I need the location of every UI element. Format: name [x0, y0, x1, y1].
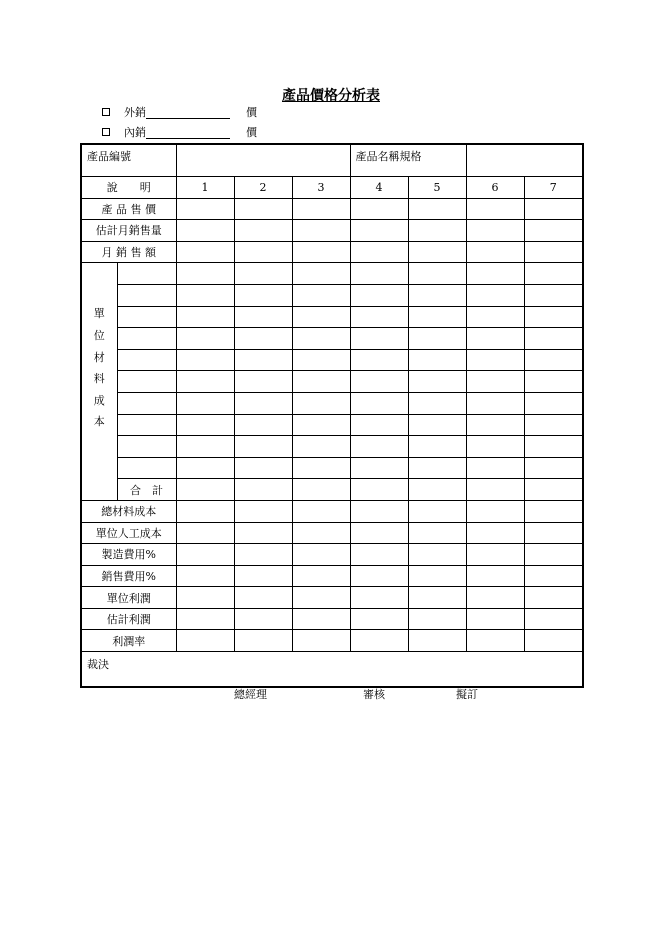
column-header: 2 [234, 177, 292, 199]
header-row [81, 144, 583, 177]
material-name-cell[interactable] [117, 306, 176, 328]
material-row [81, 284, 583, 306]
input-cell[interactable] [408, 587, 466, 609]
input-cell[interactable] [292, 544, 350, 566]
column-header: 6 [466, 177, 524, 199]
input-cell[interactable] [350, 392, 408, 414]
input-cell[interactable] [408, 414, 466, 436]
material-name-cell[interactable] [117, 284, 176, 306]
input-cell[interactable] [524, 522, 583, 544]
material-name-cell[interactable] [117, 414, 176, 436]
material-name-cell[interactable] [117, 392, 176, 414]
est-profit-label: 估計利潤 [81, 608, 176, 630]
input-cell[interactable] [466, 479, 524, 501]
input-cell[interactable] [176, 457, 234, 479]
input-cell[interactable] [234, 220, 292, 242]
subtotal-label: 合 計 [117, 479, 176, 501]
domestic-label: 內銷 [124, 126, 146, 139]
input-cell[interactable] [524, 349, 583, 371]
input-cell[interactable] [466, 414, 524, 436]
input-cell[interactable] [408, 220, 466, 242]
input-cell[interactable] [350, 306, 408, 328]
material-row [81, 371, 583, 393]
product-no-label: 產品編號 [81, 144, 176, 177]
input-cell[interactable] [292, 608, 350, 630]
decision-label: 裁決 [87, 658, 109, 672]
table-row [81, 500, 583, 522]
column-header: 4 [350, 177, 408, 199]
price-label: 產 品 售 價 [81, 198, 176, 220]
input-cell[interactable] [234, 630, 292, 652]
input-cell[interactable] [234, 479, 292, 501]
input-cell[interactable] [524, 328, 583, 350]
input-cell[interactable] [350, 198, 408, 220]
monthly-sales-label: 月 銷 售 額 [81, 241, 176, 263]
material-row [81, 414, 583, 436]
input-cell[interactable] [292, 306, 350, 328]
column-header-row [81, 177, 583, 199]
input-cell[interactable] [466, 263, 524, 285]
input-cell[interactable] [408, 500, 466, 522]
input-cell[interactable] [176, 284, 234, 306]
input-cell[interactable] [350, 522, 408, 544]
input-cell[interactable] [466, 500, 524, 522]
input-cell[interactable] [524, 220, 583, 242]
input-cell[interactable] [234, 565, 292, 587]
input-cell[interactable] [350, 457, 408, 479]
input-cell[interactable] [466, 544, 524, 566]
input-cell[interactable] [176, 371, 234, 393]
input-cell[interactable] [466, 220, 524, 242]
input-cell[interactable] [408, 349, 466, 371]
input-cell[interactable] [350, 500, 408, 522]
input-cell[interactable] [292, 479, 350, 501]
input-cell[interactable] [466, 436, 524, 458]
input-cell[interactable] [524, 306, 583, 328]
input-cell[interactable] [408, 306, 466, 328]
input-cell[interactable] [466, 198, 524, 220]
input-cell[interactable] [176, 328, 234, 350]
product-name-field[interactable] [466, 144, 583, 177]
material-name-cell[interactable] [117, 263, 176, 285]
input-cell[interactable] [176, 198, 234, 220]
table-row [81, 522, 583, 544]
input-cell[interactable] [350, 328, 408, 350]
material-row [81, 392, 583, 414]
input-cell[interactable] [466, 349, 524, 371]
draft-signature: 擬訂 [456, 688, 478, 701]
input-cell[interactable] [350, 630, 408, 652]
table-row [81, 565, 583, 587]
input-cell[interactable] [292, 328, 350, 350]
input-cell[interactable] [292, 263, 350, 285]
input-cell[interactable] [408, 608, 466, 630]
input-cell[interactable] [466, 457, 524, 479]
input-cell[interactable] [234, 457, 292, 479]
domestic-checkbox[interactable] [102, 128, 110, 136]
input-cell[interactable] [176, 392, 234, 414]
input-cell[interactable] [350, 436, 408, 458]
input-cell[interactable] [234, 263, 292, 285]
input-cell[interactable] [292, 587, 350, 609]
input-cell[interactable] [524, 500, 583, 522]
input-cell[interactable] [350, 241, 408, 263]
unit-labor-cost-label: 單位人工成本 [81, 522, 176, 544]
input-cell[interactable] [234, 608, 292, 630]
input-cell[interactable] [466, 630, 524, 652]
input-cell[interactable] [408, 198, 466, 220]
input-cell[interactable] [292, 436, 350, 458]
column-header: 3 [292, 177, 350, 199]
input-cell[interactable] [234, 371, 292, 393]
input-cell[interactable] [176, 608, 234, 630]
input-cell[interactable] [408, 436, 466, 458]
input-cell[interactable] [292, 522, 350, 544]
input-cell[interactable] [466, 392, 524, 414]
material-name-cell[interactable] [117, 457, 176, 479]
input-cell[interactable] [292, 457, 350, 479]
input-cell[interactable] [292, 284, 350, 306]
input-cell[interactable] [524, 414, 583, 436]
input-cell[interactable] [408, 392, 466, 414]
input-cell[interactable] [176, 263, 234, 285]
input-cell[interactable] [176, 630, 234, 652]
input-cell[interactable] [234, 328, 292, 350]
input-cell[interactable] [292, 500, 350, 522]
input-cell[interactable] [408, 263, 466, 285]
input-cell[interactable] [524, 284, 583, 306]
input-cell[interactable] [234, 392, 292, 414]
input-cell[interactable] [350, 479, 408, 501]
input-cell[interactable] [234, 544, 292, 566]
material-row [81, 457, 583, 479]
input-cell[interactable] [350, 284, 408, 306]
input-cell[interactable] [524, 241, 583, 263]
domestic-price-suffix: 價 [246, 126, 257, 139]
input-cell[interactable] [524, 565, 583, 587]
input-cell[interactable] [524, 587, 583, 609]
table-row [81, 544, 583, 566]
input-cell[interactable] [466, 371, 524, 393]
manufacturing-pct-label: 製造費用% [81, 544, 176, 566]
input-cell[interactable] [176, 500, 234, 522]
input-cell[interactable] [350, 220, 408, 242]
input-cell[interactable] [408, 457, 466, 479]
input-cell[interactable] [234, 587, 292, 609]
input-cell[interactable] [466, 565, 524, 587]
input-cell[interactable] [408, 328, 466, 350]
table-row [81, 241, 583, 263]
input-cell[interactable] [176, 220, 234, 242]
table-row [81, 630, 583, 652]
input-cell[interactable] [234, 500, 292, 522]
input-cell[interactable] [176, 565, 234, 587]
input-cell[interactable] [408, 630, 466, 652]
input-cell[interactable] [350, 263, 408, 285]
input-cell[interactable] [408, 479, 466, 501]
export-price-field[interactable] [146, 106, 230, 119]
input-cell[interactable] [234, 522, 292, 544]
export-checkbox[interactable] [102, 108, 110, 116]
input-cell[interactable] [350, 544, 408, 566]
material-row [81, 328, 583, 350]
domestic-price-field[interactable] [146, 126, 230, 139]
input-cell[interactable] [524, 263, 583, 285]
input-cell[interactable] [408, 565, 466, 587]
input-cell[interactable] [292, 371, 350, 393]
export-price-option [102, 104, 257, 120]
input-cell[interactable] [234, 349, 292, 371]
profit-rate-label: 利潤率 [81, 630, 176, 652]
est-monthly-qty-label: 估計月銷售量 [81, 220, 176, 242]
form-title: 產品價格分析表 [282, 88, 380, 104]
input-cell[interactable] [466, 522, 524, 544]
input-cell[interactable] [176, 587, 234, 609]
table-row [81, 587, 583, 609]
selling-pct-label: 銷售費用% [81, 565, 176, 587]
decision-field[interactable] [81, 652, 583, 688]
input-cell[interactable] [176, 306, 234, 328]
input-cell[interactable] [350, 587, 408, 609]
domestic-price-option [102, 124, 257, 140]
material-row [81, 349, 583, 371]
input-cell[interactable] [524, 392, 583, 414]
input-cell[interactable] [176, 479, 234, 501]
input-cell[interactable] [350, 565, 408, 587]
material-name-cell[interactable] [117, 371, 176, 393]
material-name-cell[interactable] [117, 436, 176, 458]
price-analysis-table [80, 143, 584, 688]
input-cell[interactable] [524, 630, 583, 652]
input-cell[interactable] [466, 306, 524, 328]
input-cell[interactable] [408, 371, 466, 393]
decision-row [81, 652, 583, 688]
column-header: 5 [408, 177, 466, 199]
table-row [81, 198, 583, 220]
input-cell[interactable] [408, 284, 466, 306]
export-price-suffix: 價 [246, 106, 257, 119]
input-cell[interactable] [350, 371, 408, 393]
input-cell[interactable] [292, 630, 350, 652]
input-cell[interactable] [524, 457, 583, 479]
material-row [81, 263, 583, 285]
material-name-cell[interactable] [117, 328, 176, 350]
input-cell[interactable] [466, 241, 524, 263]
input-cell[interactable] [234, 306, 292, 328]
table-row [81, 220, 583, 242]
input-cell[interactable] [234, 436, 292, 458]
input-cell[interactable] [524, 479, 583, 501]
input-cell[interactable] [408, 522, 466, 544]
product-name-label: 產品名稱規格 [350, 144, 466, 177]
export-label: 外銷 [124, 106, 146, 119]
product-no-field[interactable] [176, 144, 350, 177]
input-cell[interactable] [234, 198, 292, 220]
input-cell[interactable] [234, 414, 292, 436]
input-cell[interactable] [292, 241, 350, 263]
input-cell[interactable] [524, 608, 583, 630]
input-cell[interactable] [176, 241, 234, 263]
input-cell[interactable] [524, 436, 583, 458]
input-cell[interactable] [176, 436, 234, 458]
input-cell[interactable] [408, 241, 466, 263]
total-material-cost-label: 總材料成本 [81, 500, 176, 522]
input-cell[interactable] [234, 284, 292, 306]
material-row [81, 436, 583, 458]
input-cell[interactable] [524, 544, 583, 566]
description-header: 說 明 [81, 177, 176, 199]
input-cell[interactable] [176, 544, 234, 566]
review-signature: 審核 [363, 688, 385, 701]
input-cell[interactable] [466, 284, 524, 306]
table-row [81, 608, 583, 630]
input-cell[interactable] [408, 544, 466, 566]
material-row [81, 306, 583, 328]
input-cell[interactable] [176, 522, 234, 544]
input-cell[interactable] [292, 392, 350, 414]
input-cell[interactable] [524, 198, 583, 220]
material-name-cell[interactable] [117, 349, 176, 371]
unit-profit-label: 單位利潤 [81, 587, 176, 609]
input-cell[interactable] [350, 349, 408, 371]
column-header: 1 [176, 177, 234, 199]
input-cell[interactable] [292, 198, 350, 220]
input-cell[interactable] [466, 328, 524, 350]
input-cell[interactable] [350, 608, 408, 630]
input-cell[interactable] [176, 414, 234, 436]
input-cell[interactable] [292, 565, 350, 587]
unit-material-cost-label: 單 位 材 料 成 本 [81, 263, 117, 501]
input-cell[interactable] [524, 371, 583, 393]
input-cell[interactable] [466, 587, 524, 609]
input-cell[interactable] [292, 349, 350, 371]
input-cell[interactable] [350, 414, 408, 436]
input-cell[interactable] [292, 220, 350, 242]
input-cell[interactable] [292, 414, 350, 436]
input-cell[interactable] [176, 349, 234, 371]
input-cell[interactable] [234, 241, 292, 263]
subtotal-row [81, 479, 583, 501]
column-header: 7 [524, 177, 583, 199]
input-cell[interactable] [466, 608, 524, 630]
general-manager-signature: 總經理 [234, 688, 267, 701]
